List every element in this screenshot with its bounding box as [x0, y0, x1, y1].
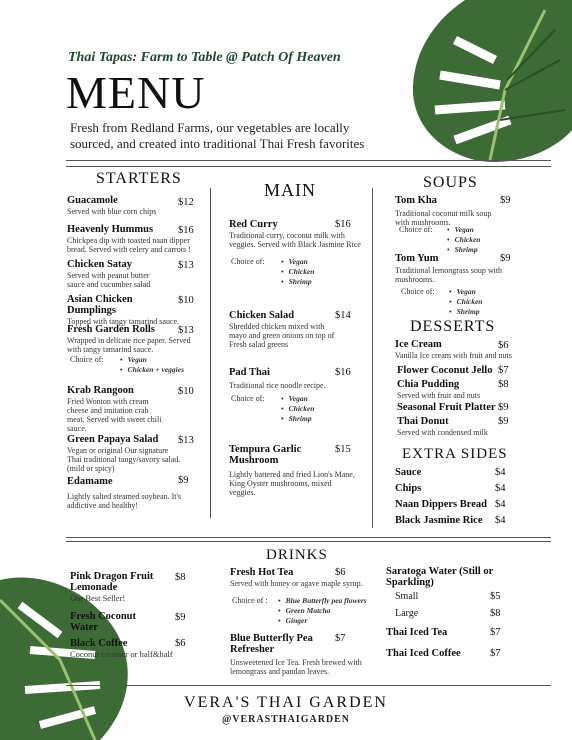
item-price: $9: [175, 612, 186, 623]
item-desc: Served with blue corn chips: [67, 207, 157, 216]
choice-option: • Shrimp: [449, 307, 482, 317]
starter-item: [67, 434, 182, 473]
item-name: Green Papaya Salad: [67, 434, 159, 445]
item-price: $9: [500, 253, 511, 264]
item-price: $9: [498, 416, 509, 427]
item-desc: Coconut creamer or half&half: [70, 649, 173, 659]
item-price: $4: [495, 467, 506, 478]
divider-drinks-2: [66, 541, 551, 542]
item-desc: Traditional rice noodle recipe.: [229, 381, 326, 390]
starter-item: [67, 385, 167, 433]
choice-option: • Blue Butterfly pea flowers: [278, 596, 367, 606]
item-name: Krab Rangoon: [67, 385, 134, 396]
item-price: $10: [178, 295, 194, 306]
item-desc: Shredded chicken mixed with mayo and green onions on top of Fresh salad greens: [229, 322, 335, 349]
item-desc: Vegan or original Our signature Thai traditional tangy/savory salad. (mild or spicy): [67, 446, 181, 473]
item-name: Blue Butterfly Pea Refresher: [230, 633, 313, 655]
choice-option: • Chicken + veggies: [120, 365, 184, 375]
monstera-leaf-top-right: [395, 0, 572, 165]
item-price: $14: [335, 310, 351, 321]
choice-option: • Vegan: [447, 225, 480, 235]
choice-label: Choice of:: [70, 355, 104, 364]
item-name: Chia Pudding: [397, 379, 460, 390]
drink-item: [70, 571, 180, 603]
choice-label: Choice of:: [231, 394, 265, 403]
item-price: $4: [495, 483, 506, 494]
divider-top-1: [66, 160, 551, 161]
item-price: $8: [498, 379, 509, 390]
choice-option: • Chicken: [281, 404, 314, 414]
choice-list: [401, 287, 482, 317]
item-name: Fresh Hot Tea: [230, 567, 294, 578]
extra-sides-heading: EXTRA SIDES: [402, 446, 508, 462]
choice-option: • Chicken: [447, 235, 480, 245]
item-price: $12: [178, 197, 194, 208]
choice-option: • Shrimp: [281, 414, 314, 424]
dessert-item: [397, 365, 492, 376]
choice-list: [232, 596, 367, 626]
item-name: Pad Thai: [229, 367, 270, 378]
column-divider-2: [372, 188, 373, 528]
item-name: Thai Iced Coffee: [386, 648, 461, 659]
item-desc: Served with condensed milk: [397, 428, 488, 437]
item-price: $16: [335, 367, 351, 378]
item-price: $4: [495, 499, 506, 510]
item-price: $6: [175, 638, 186, 649]
choice-label: Choice of:: [399, 225, 433, 234]
item-name: Tom Yum: [395, 253, 439, 264]
starter-item: [67, 324, 192, 354]
item-name: Heavenly Hummus: [67, 224, 154, 235]
item-name: Fresh Coconut Water: [70, 611, 137, 633]
item-desc: Traditional curry, coconut milk with veggies. Served with Black Jasmine Rice: [229, 231, 361, 249]
main-heading: MAIN: [264, 180, 316, 200]
item-price: $13: [178, 325, 194, 336]
choice-option: • Shrimp: [281, 277, 314, 287]
drink-item: [230, 633, 370, 676]
side-item-name: Black Jasmine Rice: [395, 515, 483, 526]
item-desc: Fried Wonton with cream cheese and imitation crab meat. Served with sweet chili sauce.: [67, 397, 162, 433]
item-price: $10: [178, 386, 194, 397]
choice-label: Choice of:: [231, 257, 265, 266]
item-desc: Traditional lemongrass soup with mushrooms.: [395, 266, 503, 284]
choice-option: • Vegan: [281, 257, 314, 267]
drink-size-label: Small: [395, 591, 419, 602]
dessert-item: [395, 339, 555, 360]
choice-list: [231, 394, 314, 424]
item-price: $6: [498, 340, 509, 351]
item-name: Pink Dragon Fruit Lemonade: [70, 571, 154, 593]
item-price: $9: [178, 475, 189, 486]
item-price: $4: [495, 515, 506, 526]
item-price: $7: [498, 365, 509, 376]
choice-option: • Vegan: [449, 287, 482, 297]
choice-option: • Green Matcha: [278, 606, 367, 616]
choice-list: [70, 355, 184, 375]
choice-option: • Vegan: [281, 394, 314, 404]
starters-heading: STARTERS: [96, 170, 182, 187]
item-desc: Lightly salted steamed soybean. It's addictive and healthy!: [67, 492, 182, 510]
desserts-heading: DESSERTS: [410, 318, 496, 335]
item-price: $13: [178, 260, 194, 271]
side-item-name: Sauce: [395, 467, 422, 478]
item-price: $13: [178, 435, 194, 446]
menu-title: MENU: [66, 67, 206, 118]
dessert-item: [397, 402, 496, 413]
item-desc: Our Best Seller!: [70, 593, 126, 603]
social-handle: @VERASTHAIGARDEN: [221, 714, 351, 725]
choice-label: Choice of:: [401, 287, 435, 296]
item-desc: Served with honey or agave maple syrup.: [230, 579, 363, 588]
item-name: Black Coffee: [70, 638, 128, 649]
item-desc: Served with peanut butter sauce and cucumber salad: [67, 271, 151, 289]
column-divider-1: [210, 188, 211, 518]
item-desc: Topped with tangy tamarind sauce.: [67, 317, 180, 326]
item-name: Guacamole: [67, 195, 118, 206]
item-name: Chicken Salad: [229, 310, 295, 321]
restaurant-name: VERA'S THAI GARDEN: [184, 694, 388, 711]
item-name: Tempura Garlic Mushroom: [229, 444, 302, 466]
item-desc: Unsweetened Ice Tea. Fresh brewed with lemongrass and pandan leaves.: [230, 658, 362, 676]
divider-drinks-1: [66, 537, 551, 538]
choice-option: • Chicken: [449, 297, 482, 307]
item-price: $8: [490, 608, 501, 619]
intro-text: Fresh from Redland Farms, our vegetables are locally sourced, and created into traditional Thai Fresh favorites: [70, 120, 365, 151]
item-name: Tom Kha: [395, 195, 437, 206]
item-name: Seasonal Fruit Platter: [397, 402, 496, 413]
item-desc: Traditional coconut milk soup with mushrooms.: [395, 209, 492, 227]
choice-option: • Chicken: [281, 267, 314, 277]
choice-option: • Ginger: [278, 616, 367, 626]
choice-option: • Vegan: [120, 355, 184, 365]
item-price: $15: [335, 444, 351, 455]
tagline: Thai Tapas: Farm to Table @ Patch Of Heaven: [68, 50, 341, 65]
item-desc: Served with fruit and nuts: [397, 391, 481, 400]
starter-item: [67, 259, 167, 289]
item-price: $9: [498, 402, 509, 413]
drinks-heading: DRINKS: [266, 547, 328, 563]
item-name: Flower Coconut Jello: [397, 365, 493, 376]
item-price: $5: [490, 591, 501, 602]
item-desc: Wrapped in delicate rice paper. Served with tangy tamarind sauce.: [67, 336, 191, 354]
divider-top-2: [66, 166, 551, 167]
item-name: Edamame: [67, 476, 113, 487]
item-price: $7: [490, 627, 501, 638]
item-desc: Vanilla Ice cream with fruit and nuts: [395, 351, 512, 360]
choice-list: [231, 257, 314, 287]
divider-footer: [66, 685, 551, 686]
item-name: Chicken Satay: [67, 259, 133, 270]
drink-item: [70, 611, 150, 633]
item-price: $9: [500, 195, 511, 206]
item-price: $7: [335, 633, 346, 644]
item-desc: Lightly battered and fried Lion's Mane, King Oyster mushrooms, mixed veggies.: [229, 470, 355, 497]
item-price: $6: [335, 567, 346, 578]
item-name: Thai Iced Tea: [386, 627, 448, 638]
side-item-name: Naan Dippers Bread: [395, 499, 487, 510]
choice-option: • Shrimp: [447, 245, 480, 255]
soup-item: [395, 253, 505, 284]
soup-item: [395, 195, 500, 227]
main-item: [229, 310, 339, 349]
drink-item: [386, 566, 496, 588]
item-name: Fresh Garden Rolls: [67, 324, 155, 335]
item-price: $7: [490, 648, 501, 659]
choice-list: [399, 225, 480, 255]
choice-label: Choice of :: [232, 596, 268, 605]
item-price: $16: [178, 225, 194, 236]
starter-item: [67, 476, 182, 510]
item-name: Red Curry: [229, 219, 278, 230]
soups-heading: SOUPS: [423, 174, 478, 191]
item-price: $8: [175, 572, 186, 583]
item-name: Ice Cream: [395, 339, 442, 350]
item-name: Thai Donut: [397, 416, 449, 427]
item-name: Saratoga Water (Still or Sparkling): [386, 566, 494, 588]
item-name: Asian Chicken Dumplings: [67, 294, 133, 316]
drink-size-label: Large: [395, 608, 419, 619]
item-price: $16: [335, 219, 351, 230]
item-desc: Chickpea dip with toasted naan dipper bread. Served with celery and carrots !: [67, 236, 191, 254]
side-item-name: Chips: [395, 483, 422, 494]
